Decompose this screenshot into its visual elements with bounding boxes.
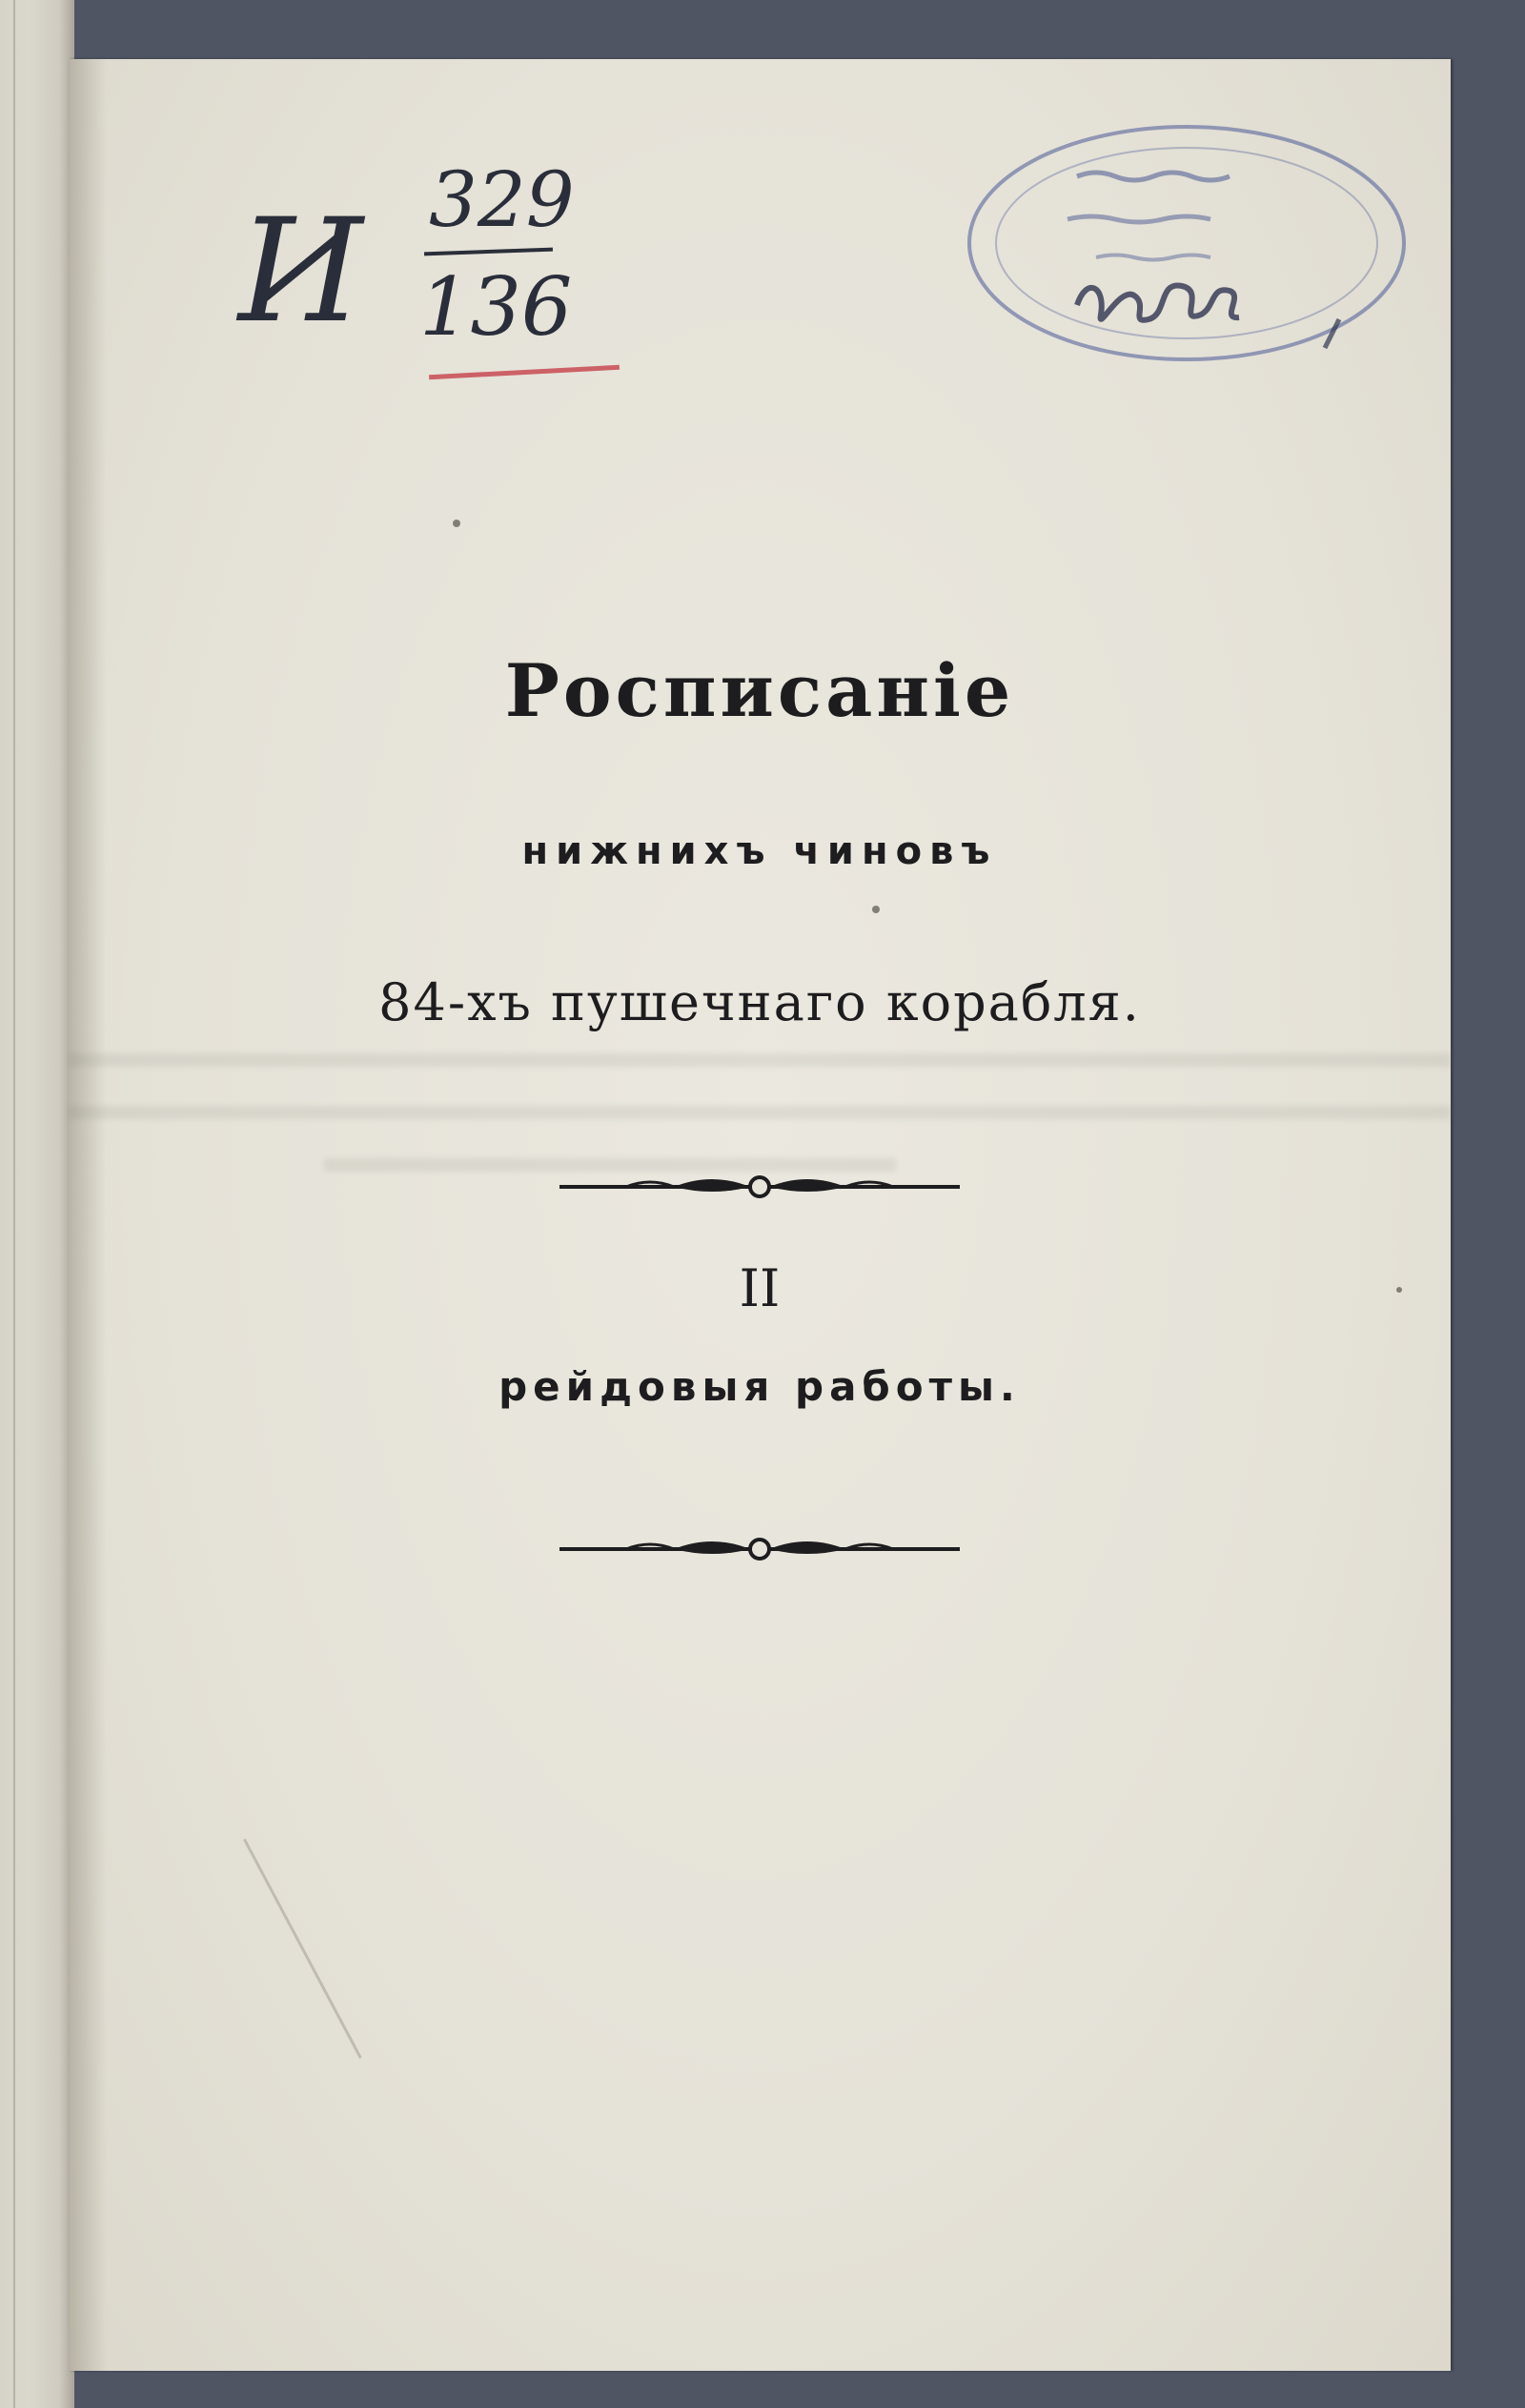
ornament-divider xyxy=(559,1168,960,1206)
subtitle-ranks: нижнихъ чиновъ xyxy=(521,829,998,873)
gutter-shadow xyxy=(69,59,107,2371)
part-number: II xyxy=(739,1258,781,1318)
ornament-divider-graphic xyxy=(550,1530,969,1568)
shelfmark-fraction-line xyxy=(424,248,553,256)
shelfmark-number-top: 329 xyxy=(429,155,575,244)
red-pencil-underline xyxy=(429,365,620,379)
preceding-page-edge xyxy=(0,0,74,2408)
handwritten-shelfmark xyxy=(238,155,639,410)
shelfmark-number-bottom: 136 xyxy=(419,260,573,354)
library-stamp-graphic xyxy=(963,119,1411,367)
ornament-divider xyxy=(550,1530,969,1568)
ink-fleck xyxy=(453,520,460,527)
subtitle-ship: 84-хъ пушечнаго корабля. xyxy=(378,972,1141,1032)
part-title: рейдовыя работы. xyxy=(498,1363,1021,1410)
page-title: Росписаніе xyxy=(504,648,1015,733)
ornament-divider-graphic xyxy=(559,1168,960,1206)
ink-fleck xyxy=(872,906,880,913)
library-stamp xyxy=(963,119,1411,367)
bleed-through-line xyxy=(69,1106,1451,1119)
bleed-through-line xyxy=(69,1053,1451,1067)
shelfmark-letter: И xyxy=(238,189,363,355)
